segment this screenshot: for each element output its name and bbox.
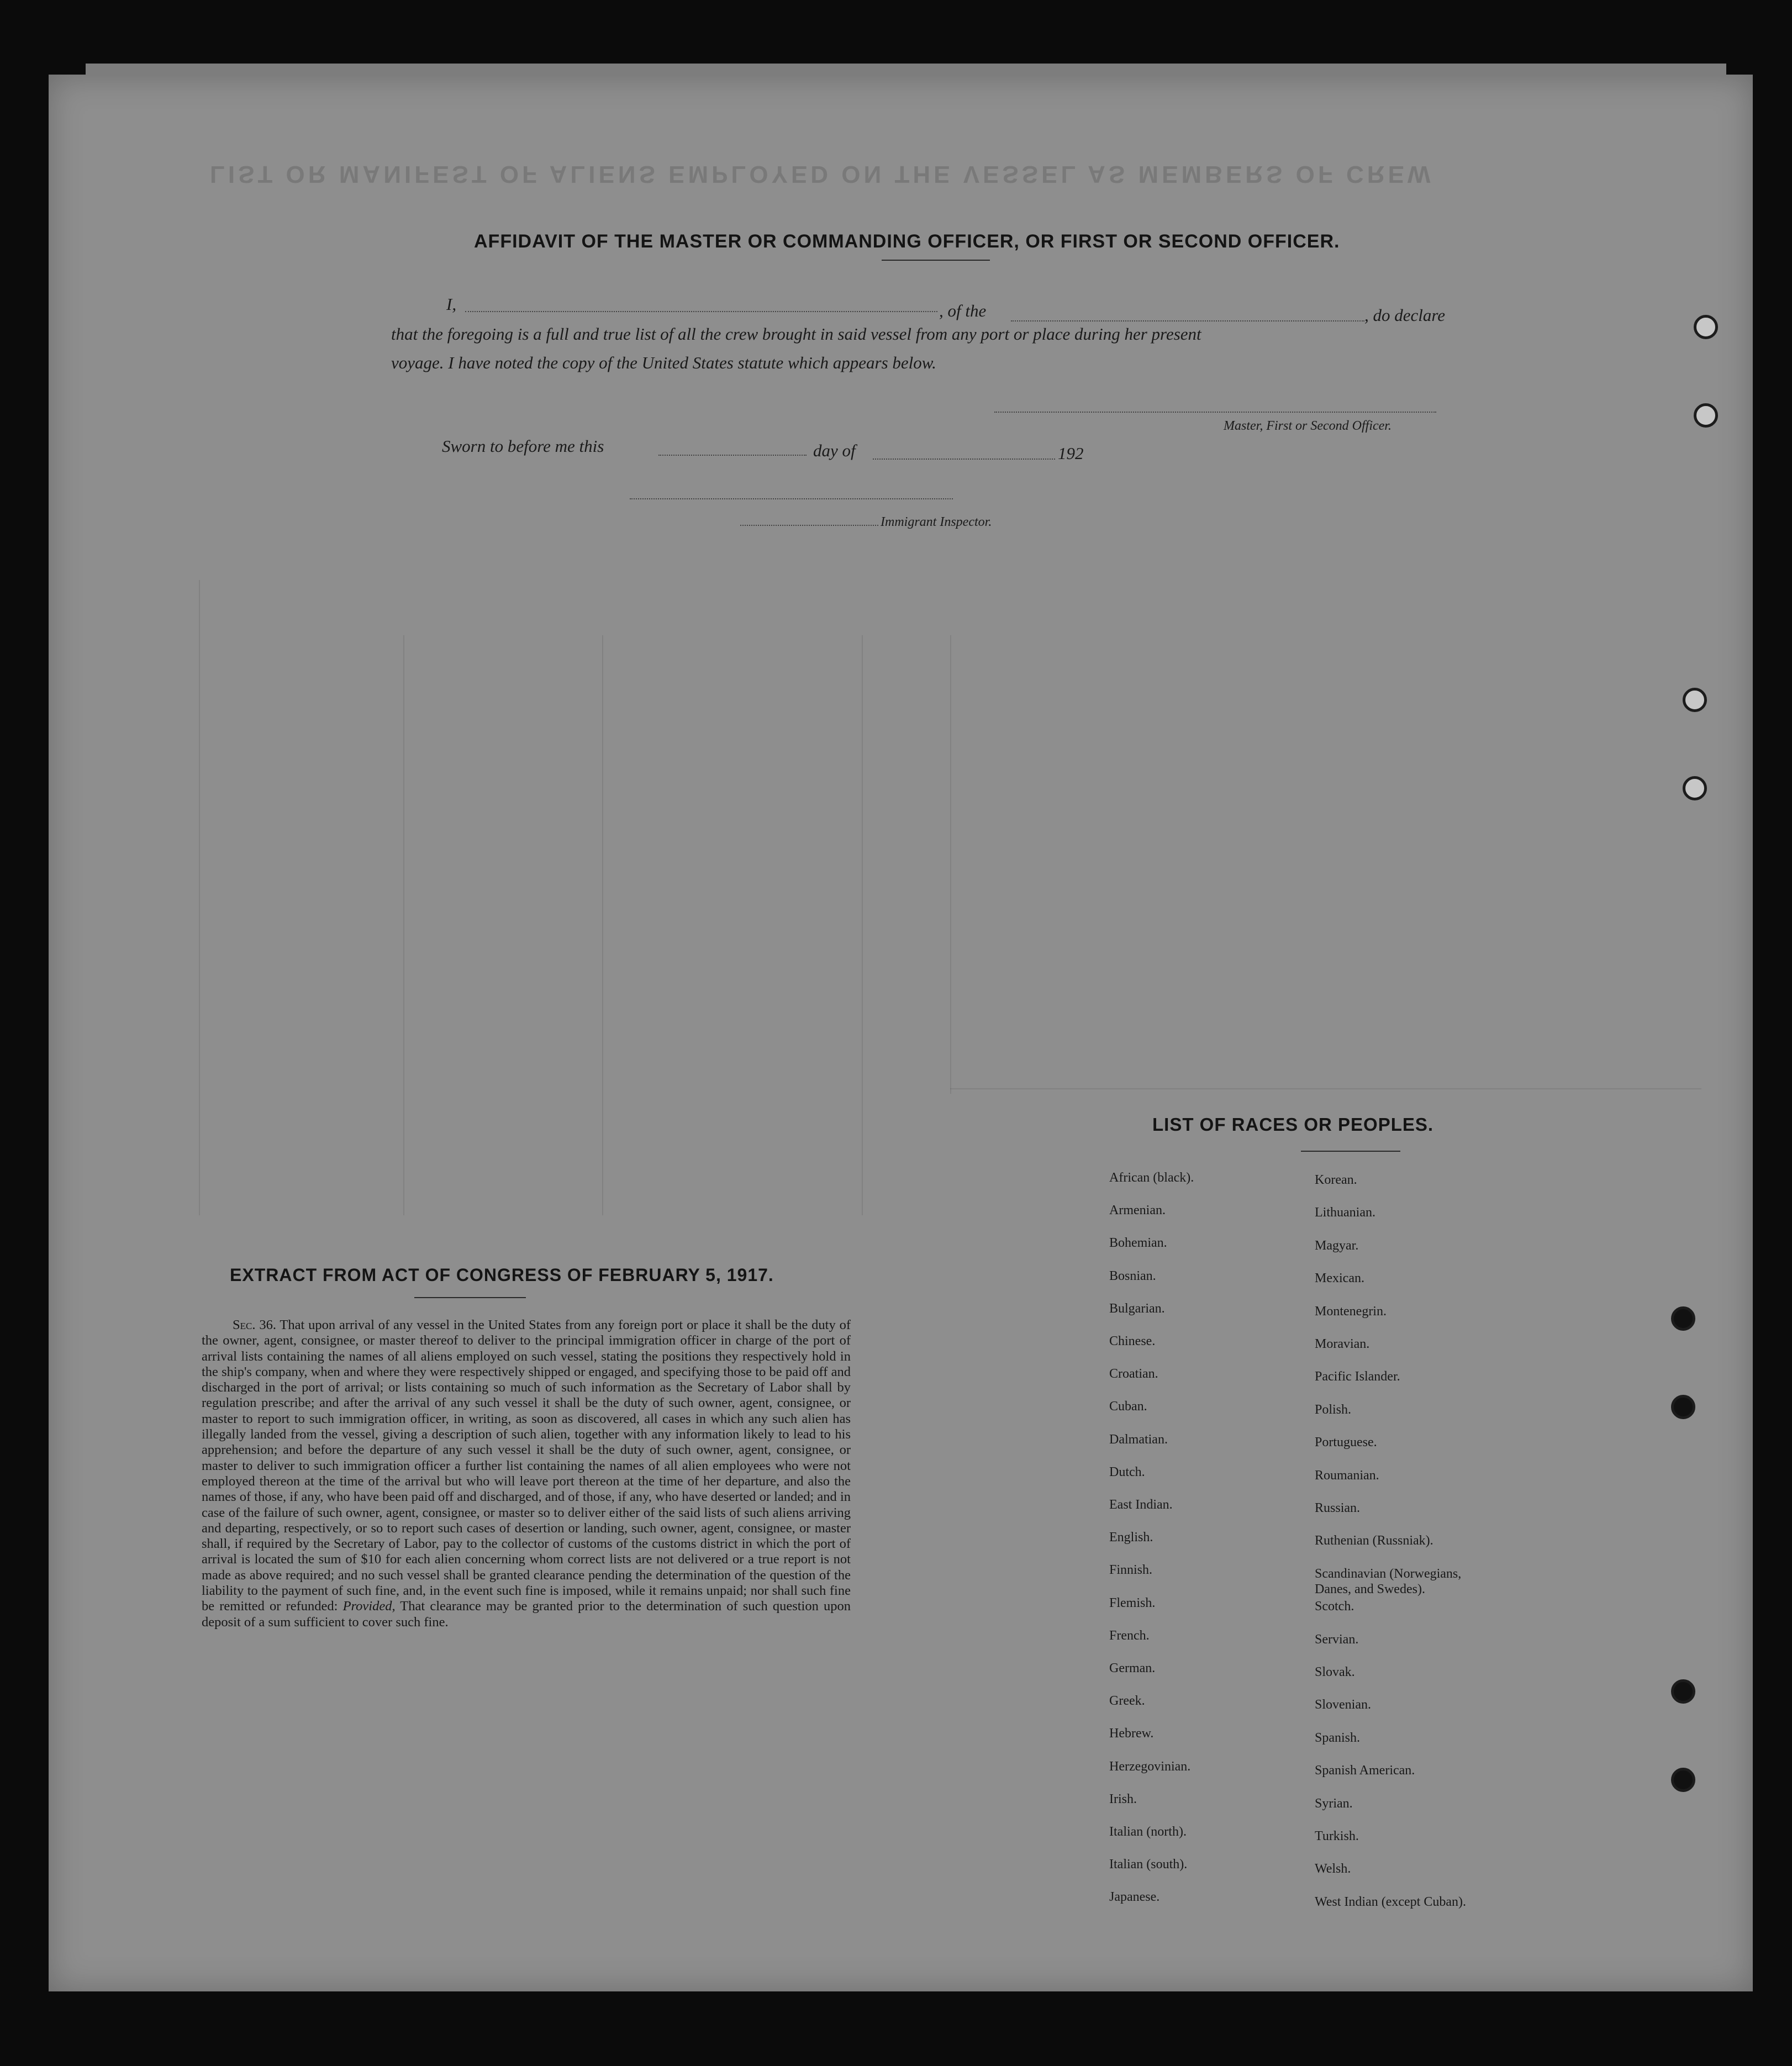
race-right-item: Scotch. — [1315, 1599, 1354, 1614]
bleed-through-rule — [950, 1088, 1701, 1089]
affidavit-heading: AFFIDAVIT OF THE MASTER OR COMMANDING OFFICER, OR FIRST OR SECOND OFFICER. — [474, 231, 1340, 252]
race-right-item: Polish. — [1315, 1402, 1352, 1417]
race-left-item: Dalmatian. — [1109, 1432, 1168, 1447]
race-right-item: West Indian (except Cuban). — [1315, 1894, 1466, 1909]
sworn-month-line[interactable] — [873, 458, 1055, 460]
race-right-item: Russian. — [1315, 1501, 1361, 1515]
race-right-item: Roumanian. — [1315, 1468, 1379, 1483]
race-right-item: Pacific Islander. — [1315, 1369, 1400, 1384]
race-left-item: Cuban. — [1109, 1399, 1147, 1414]
race-right-item: Portuguese. — [1315, 1435, 1377, 1450]
race-right-item: Spanish American. — [1315, 1763, 1415, 1778]
binder-hole — [1683, 688, 1707, 712]
race-right-item: Magyar. — [1315, 1238, 1359, 1253]
officer-signature-line[interactable] — [994, 412, 1436, 413]
statute-body: That upon arrival of any vessel in the United States from any foreign port or place it shall be the duty of the owner, agent, consignee, or master thereof to deliver to the principal immigration officer in charge of the port of arrival lists containing the names of all aliens employed on such vessel, stating the positions they respectively hold in the ship's company, when and where they were respectively shipped or engaged, and specifying those to be paid off and discharged in the port of arrival; or lists containing so much of such information as the Secretary of Labor shall by regulation prescribe; and after the arrival of any such vessel it shall be the duty of such owner, agent, consignee, or master to report to such immigration officer, in writing, as soon as discovered, all cases in which any such alien has illegally landed from the vessel, giving a description of such alien, together with any information likely to lead to his apprehension; and before the departure of any such vessel it shall be the duty of such owner, agent, consignee, or master to deliver to such immigration officer a further list containing the names of all alien employees who were not employed thereon at the time of the arrival but who will leave port thereon at the time of her departure, and also the names of those, if any, who have been paid off and discharged, and of those, if any, who have deserted or landed; and in case of the failure of such owner, agent, consignee, or master so to deliver either of the said lists of such aliens arriving and departing, respectively, or so to report such cases of desertion or landing, such owner, agent, consignee, or master shall, if required by the Secretary of Labor, pay to the collector of customs of the customs district in which the port of arrival is located the sum of $10 for each alien concerning whom correct lists are not delivered or a true report is not made as above required; and no such vessel shall be granted clearance pending the determination of the question of the liability to the payment of such fine, and, in the event such fine is imposed, while it remains unpaid; nor shall such fine be remitted or refunded: — [202, 1317, 851, 1614]
statute-provided: Provided, — [342, 1599, 396, 1614]
race-left-item: Irish. — [1109, 1791, 1137, 1806]
bleed-through-rule — [602, 635, 603, 1215]
race-left-item: French. — [1109, 1628, 1150, 1643]
race-right-item: Slovenian. — [1315, 1698, 1371, 1712]
sworn-day-of: day of — [813, 441, 856, 460]
race-left-item: Italian (south). — [1109, 1857, 1188, 1872]
bleed-through-rule — [403, 635, 404, 1215]
binder-hole — [1694, 315, 1718, 339]
inspector-label: Immigrant Inspector. — [881, 515, 992, 529]
bleed-through-rule — [199, 580, 200, 1215]
race-left-item: German. — [1109, 1661, 1156, 1675]
race-left-item: Italian (north). — [1109, 1825, 1187, 1839]
affidavit-declare: , do declare — [1364, 305, 1446, 325]
sworn-prefix: Sworn to before me this — [442, 436, 604, 456]
race-right-item: Moravian. — [1315, 1337, 1370, 1351]
race-left-item: Japanese. — [1109, 1890, 1160, 1905]
race-left-item: Bosnian. — [1109, 1268, 1156, 1283]
extract-heading: EXTRACT FROM ACT OF CONGRESS OF FEBRUARY 5, 1917. — [230, 1265, 774, 1285]
heading-divider — [882, 260, 990, 261]
binder-hole — [1671, 1679, 1695, 1704]
races-divider — [1301, 1151, 1400, 1152]
officer-signature-label: Master, First or Second Officer. — [1224, 419, 1392, 433]
race-left-item: East Indian. — [1109, 1498, 1173, 1512]
race-left-item: Croatian. — [1109, 1367, 1158, 1382]
race-right-item: Lithuanian. — [1315, 1205, 1375, 1220]
inspector-signature-line[interactable] — [630, 498, 953, 499]
binder-hole — [1683, 776, 1707, 800]
race-left-item: Flemish. — [1109, 1595, 1156, 1610]
race-left-item: Dutch. — [1109, 1464, 1145, 1479]
race-right-item: Slovak. — [1315, 1665, 1355, 1679]
affidavit-line-3: voyage. I have noted the copy of the United States statute which appears below. — [391, 353, 936, 372]
bleed-through-rule — [862, 635, 863, 1215]
race-right-item: Spanish. — [1315, 1730, 1361, 1745]
race-right-item: Scandinavian (Norwegians, Danes, and Swedes). — [1315, 1566, 1462, 1596]
race-left-item: Finnish. — [1109, 1563, 1153, 1578]
race-left-item: Hebrew. — [1109, 1726, 1154, 1741]
race-right-item: Korean. — [1315, 1173, 1357, 1187]
sworn-year: 192 — [1058, 444, 1084, 463]
race-left-item: Chinese. — [1109, 1334, 1156, 1348]
binder-hole — [1671, 1768, 1695, 1792]
sworn-day-line[interactable] — [658, 455, 807, 456]
race-left-item: Herzegovinian. — [1109, 1759, 1191, 1774]
race-right-item: Servian. — [1315, 1632, 1359, 1647]
race-right-item: Syrian. — [1315, 1796, 1353, 1811]
race-left-item: Bohemian. — [1109, 1236, 1167, 1251]
race-left-item: Bulgarian. — [1109, 1301, 1165, 1316]
section-label: Sec. 36. — [233, 1317, 276, 1332]
statute-body-end: That clearance may be granted prior to the determination of such question upon deposit of a sum sufficient to cover such fine. — [202, 1599, 851, 1630]
race-right-item: Montenegrin. — [1315, 1304, 1387, 1319]
race-left-item: English. — [1109, 1530, 1153, 1545]
affidavit-of-the: , of the — [939, 301, 987, 320]
binder-hole — [1694, 403, 1718, 428]
race-right-item: Turkish. — [1315, 1829, 1359, 1843]
bleed-through-rule — [950, 635, 951, 1094]
binder-hole — [1671, 1395, 1695, 1419]
name-blank-line[interactable] — [465, 311, 937, 312]
affidavit-i: I, — [446, 294, 457, 314]
race-right-item: Welsh. — [1315, 1862, 1351, 1877]
extract-divider — [414, 1297, 526, 1298]
statute-text — [202, 1317, 851, 1630]
race-right-item: Ruthenian (Russniak). — [1315, 1533, 1433, 1548]
race-left-item: Greek. — [1109, 1694, 1145, 1709]
bleed-through-text: LIST OR MANIFEST OF ALIENS EMPLOYED ON THE VESSEL AS MEMBERS OF CREW — [210, 161, 1434, 188]
race-left-item: African (black). — [1109, 1171, 1194, 1185]
vessel-blank-line[interactable] — [1011, 320, 1364, 322]
affidavit-line-2: that the foregoing is a full and true list of all the crew brought in said vessel from any port or place during her present — [391, 324, 1201, 344]
inspector-short-line — [740, 525, 878, 526]
races-heading: LIST OF RACES OR PEOPLES. — [1152, 1114, 1434, 1135]
race-left-item: Armenian. — [1109, 1203, 1166, 1218]
binder-hole — [1671, 1306, 1695, 1331]
race-right-item: Mexican. — [1315, 1271, 1364, 1286]
